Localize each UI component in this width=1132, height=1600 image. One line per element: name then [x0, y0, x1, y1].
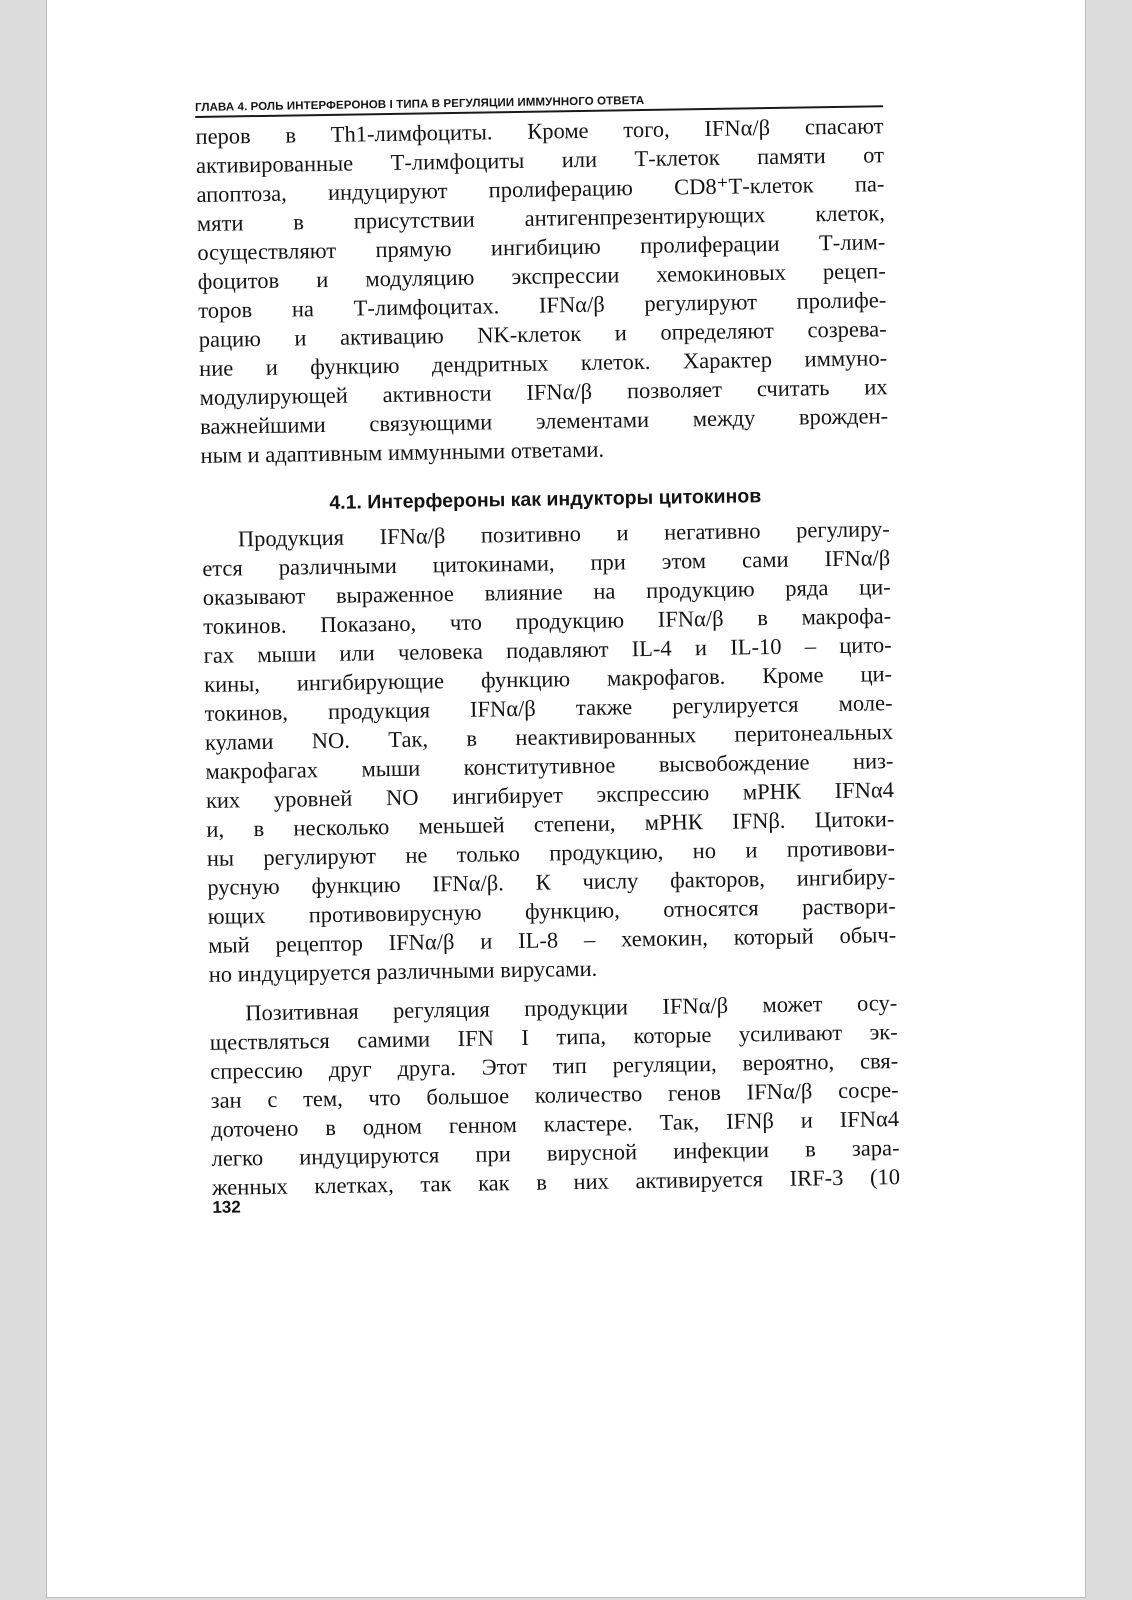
text-line: кины, ингибирующие функцию макрофагов. Кроме ци-: [203, 661, 893, 697]
text-line: зан с тем, что большое количество генов IFNα/β сосре-: [210, 1077, 899, 1113]
text-line: ществляться самими IFN I типа, которые усиливают эк-: [209, 1019, 898, 1055]
text-line: кулами NO. Так, в неактивированных перитонеальных: [204, 719, 894, 755]
page-number: 132: [212, 1197, 241, 1217]
text-line: ны регулируют не только продукцию, но и противови-: [206, 835, 895, 871]
text-line: и, в несколько меньшей степени, мРНК IFNβ. Цитоки-: [206, 806, 895, 842]
paragraph-3: [209, 988, 912, 1202]
paragraph-2: [202, 514, 909, 989]
text-line: мый рецептор IFNα/β и IL-8 – хемокин, который обыч-: [208, 922, 897, 958]
text-line: важнейшими связующими элементами между врожден-: [199, 403, 889, 439]
text-line: токинов. Показано, что продукцию IFNα/β в макрофа-: [203, 603, 892, 639]
text-line: ется различными цитокинами, при этом сами IFNα/β: [202, 545, 891, 581]
text-line: активированные Т-лимфоциты или Т-клеток памяти от: [195, 142, 885, 178]
text-line: рацию и активацию NK-клеток и определяют созрева-: [198, 316, 887, 352]
text-line: Позитивная регуляция продукции IFNα/β может осу-: [245, 990, 898, 1026]
text-line: ние и функцию дендритных клеток. Характер иммуно-: [198, 345, 888, 381]
text-line: осуществляют прямую ингибицию пролиферации Т-лим-: [197, 229, 886, 265]
text-line: спрессию друг друга. Этот тип регуляции, вероятно, свя-: [210, 1048, 899, 1084]
section-heading: 4.1. Интерфероны как индукторы цитокинов: [329, 485, 762, 514]
text-line: апоптоза, индуцируют пролиферацию CD8⁺Т-клеток па-: [196, 171, 885, 207]
text-line: женных клетках, так как в них активируется IRF-3 (10: [211, 1164, 901, 1200]
text-line: легко индуцируются при вирусной инфекции в зара-: [211, 1135, 900, 1171]
text-line: макрофагах мыши конститутивное высвобождение низ-: [205, 748, 894, 784]
text-line: Продукция IFNα/β позитивно и негативно регулиру-: [237, 516, 890, 552]
text-line: ным и адаптивным иммунными ответами.: [200, 436, 605, 468]
page-content: [195, 91, 912, 1218]
paragraph-1: [195, 111, 900, 470]
text-line: гах мыши или человека подавляют IL-4 и IL-10 – цито-: [203, 632, 892, 668]
text-line: перов в Th1-лимфоциты. Кроме того, IFNα/β спасают: [195, 113, 884, 149]
text-line: русную функцию IFNα/β. К числу факторов, ингибиру-: [207, 864, 896, 900]
text-line: ких уровней NO ингибирует экспрессию мРНК IFNα4: [205, 777, 895, 813]
text-line: торов на Т-лимфоцитах. IFNα/β регулируют пролифе-: [198, 287, 887, 323]
text-line: мяти в присутствии антигенпрезентирующих клеток,: [196, 200, 886, 236]
text-line: ющих противовирусную функцию, относятся раствори-: [207, 893, 896, 929]
text-line: но индуцируется различными вирусами.: [208, 955, 598, 987]
text-line: фоцитов и модуляцию экспрессии хемокиновых рецеп-: [197, 258, 886, 294]
text-line: модулирующей активности IFNα/β позволяет считать их: [199, 374, 888, 410]
running-head: ГЛАВА 4. РОЛЬ ИНТЕРФЕРОНОВ I ТИПА В РЕГУЛЯЦИИ ИММУННОГО ОТВЕТА: [195, 91, 883, 118]
text-line: оказывают выраженное влияние на продукцию ряда ци-: [202, 574, 891, 610]
page-sheet: [46, 0, 1086, 1598]
text-line: доточено в одном генном кластере. Так, IFNβ и IFNα4: [210, 1106, 900, 1142]
text-line: токинов, продукция IFNα/β также регулируется моле-: [204, 690, 893, 726]
